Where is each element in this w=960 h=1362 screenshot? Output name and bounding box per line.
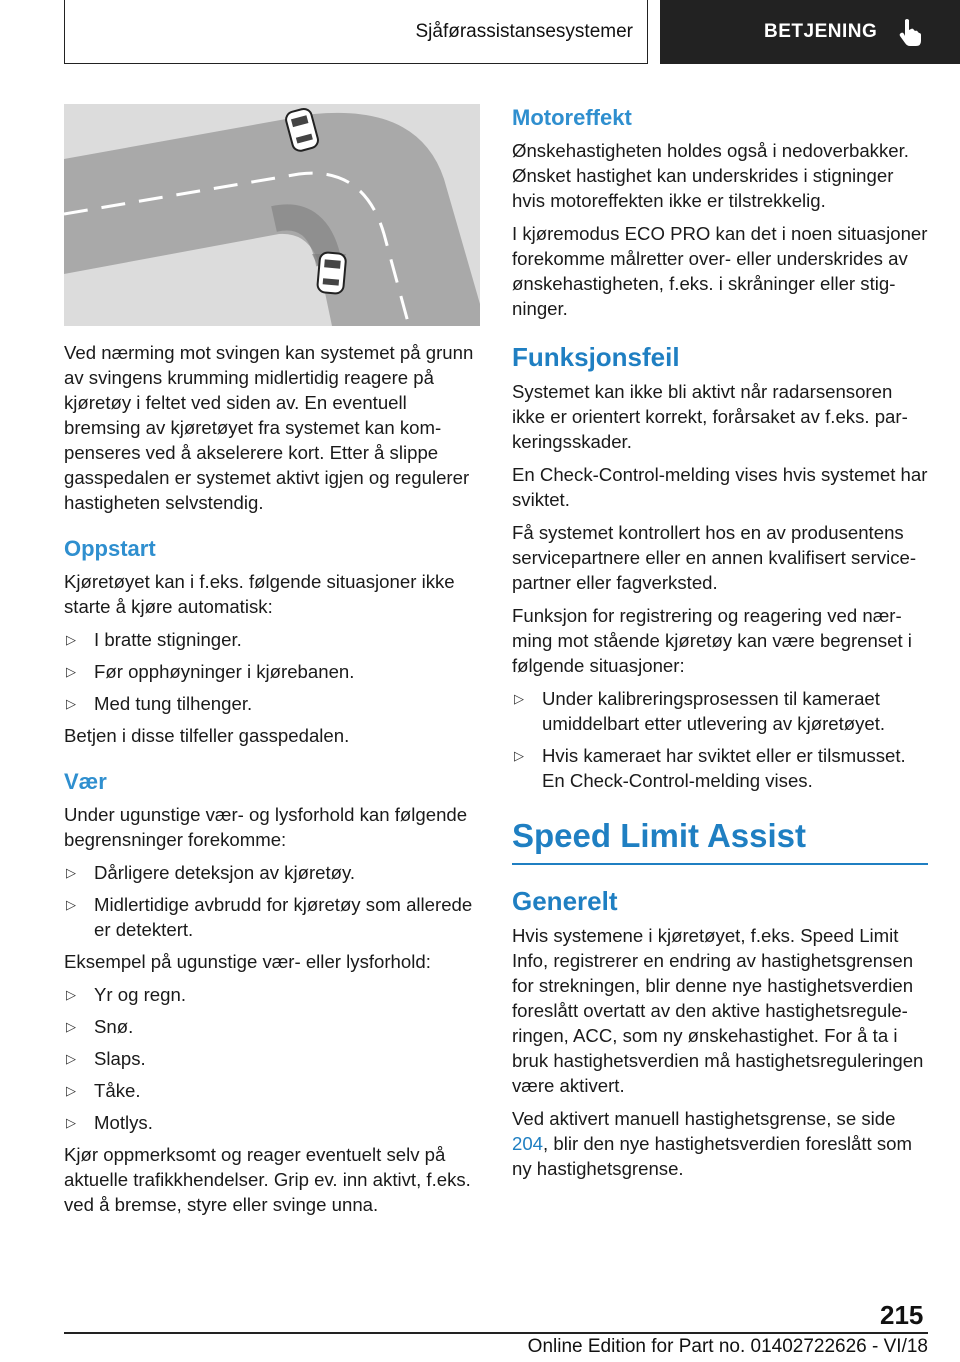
vaer-example-text: Eksempel på ugunstige vær- eller lysforhold: — [64, 951, 431, 972]
funksjonsfeil-p2: En Check-Control-melding vises hvis systemet har sviktet. — [512, 464, 928, 510]
left-column — [64, 104, 480, 1225]
footer-edition: Online Edition for Part no. 01402722626 - VI/18 — [527, 1336, 928, 1357]
page-number: 215 — [880, 1300, 924, 1330]
list-item: ▷ Tåke. — [66, 1080, 141, 1101]
oppstart-list — [64, 627, 480, 716]
vaer-examples-list — [64, 982, 480, 1135]
triangle-bullet-icon: ▷ — [66, 696, 76, 711]
generelt-p1: Hvis systemene i kjøretøyet, f.eks. Speed Limit Info, registrerer en endring av hastighetsgrensen for strekningen, blir denne nye hastighetsverdien foreslått overtatt av den aktive hastighetsreguleringen, ACC, som ny ønskehastighet. For å ta i bruk hastighetsverdien må hastighetsreguleringen være aktivert. — [512, 925, 924, 1096]
triangle-bullet-icon: ▷ — [66, 1051, 76, 1066]
triangle-bullet-icon: ▷ — [66, 632, 76, 647]
triangle-bullet-icon: ▷ — [66, 987, 76, 1002]
motoreffekt-p2: I kjøremodus ECO PRO kan det i noen situasjoner forekomme målretter over- eller underskrides av ønskehastigheten, f.eks. i skråninger eller stigninger. — [512, 223, 928, 319]
funksjonsfeil-heading: Funksjonsfeil — [512, 342, 680, 372]
generelt-heading: Generelt — [512, 886, 618, 916]
section-title: Sjåførassistansesystemer — [415, 20, 633, 42]
oppstart-text: Kjøretøyet kan i f.eks. følgende situasjoner ikke starte å kjøre automatisk: — [64, 571, 455, 617]
oppstart-after: Betjen i disse tilfeller gasspedalen. — [64, 725, 350, 746]
chapter-title: BETJENING — [764, 21, 878, 42]
oppstart-heading: Oppstart — [64, 536, 156, 561]
triangle-bullet-icon: ▷ — [66, 865, 76, 880]
triangle-bullet-icon: ▷ — [66, 897, 76, 912]
triangle-bullet-icon: ▷ — [66, 1019, 76, 1034]
funksjonsfeil-p1: Systemet kan ikke bli aktivt når radarsensoren ikke er orientert korrekt, forårsaket av f.eks. parkeringsskader. — [512, 381, 908, 452]
header-chapter-tab[interactable] — [660, 0, 960, 64]
vaer-closing: Kjør oppmerksomt og reager eventuelt selv på aktuelle trafikkhendelser. Grip ev. inn aktivt, f.eks. ved å bremse, styre eller svinge unna. — [64, 1144, 471, 1215]
list-item: ▷ Yr og regn. — [66, 984, 186, 1005]
speed-limit-assist-title: Speed Limit Assist — [512, 813, 928, 865]
list-item: ▷ Før opphøyninger i kjørebanen. — [66, 661, 355, 682]
triangle-bullet-icon: ▷ — [66, 664, 76, 679]
triangle-bullet-icon: ▷ — [66, 1083, 76, 1098]
funksjonsfeil-p4: Funksjon for registrering og reagering ved nærming mot stående kjøretøy kan være begrenset i følgende situasjoner: — [512, 605, 912, 676]
triangle-bullet-icon: ▷ — [514, 691, 524, 706]
motoreffekt-heading: Motoreffekt — [512, 105, 632, 130]
list-item: ▷ Motlys. — [66, 1112, 153, 1133]
hand-pointer-icon — [899, 18, 921, 46]
car-curve-road-illustration — [64, 104, 480, 326]
intro-paragraph: Ved nærming mot svingen kan systemet på grunn av svingens krumming midlertidig reagere på kjøretøy i feltet ved siden av. En eventuell bremsing av kjøretøyet fra systemet kan kompenseres ved å akselerere kort. Etter å slippe gasspedalen er systemet aktivt igjen og regulerer hastigheten selvstendig. — [64, 342, 474, 513]
triangle-bullet-icon: ▷ — [514, 748, 524, 763]
page-reference-link[interactable]: 204 — [512, 1133, 544, 1154]
triangle-bullet-icon: ▷ — [66, 1115, 76, 1130]
footer-divider — [64, 1332, 928, 1334]
vaer-text: Under ugunstige vær- og lysforhold kan følgende begrensninger forekomme: — [64, 804, 468, 850]
generelt-p2: Ved aktivert manuell hastighetsgrense, se side 204, blir den nye hastighetsverdien foreslått som ny hastighetsgrense. — [512, 1108, 913, 1179]
header-section-title — [64, 0, 648, 64]
right-column — [512, 104, 928, 1189]
funksjonsfeil-p3: Få systemet kontrollert hos en av produsentens servicepartnere eller en annen kvalifisert servicepartner eller fagverksted. — [512, 522, 917, 593]
list-item: ▷ Under kalibreringsprosessen til kameraet umiddelbart etter utlevering av kjøretøyet. — [514, 688, 886, 734]
list-item: ▷ Slaps. — [66, 1048, 146, 1069]
vaer-list — [64, 860, 480, 942]
list-item: ▷ Midlertidige avbrudd for kjøretøy som allerede er detektert. — [66, 894, 473, 940]
funksjonsfeil-list — [512, 686, 928, 793]
list-item: ▷ Hvis kameraet har sviktet eller er tilsmusset. En Check-Control-melding vises. — [514, 745, 906, 791]
list-item: ▷ Med tung tilhenger. — [66, 693, 253, 714]
list-item: ▷ I bratte stigninger. — [66, 629, 242, 650]
motoreffekt-p1: Ønskehastigheten holdes også i nedoverbakker. Ønsket hastighet kan underskrides i stigninger hvis motoreffekten ikke er tilstrekkelig. — [512, 140, 909, 211]
list-item: ▷ Dårligere deteksjon av kjøretøy. — [66, 862, 356, 883]
vaer-heading: Vær — [64, 769, 107, 794]
list-item: ▷ Snø. — [66, 1016, 134, 1037]
